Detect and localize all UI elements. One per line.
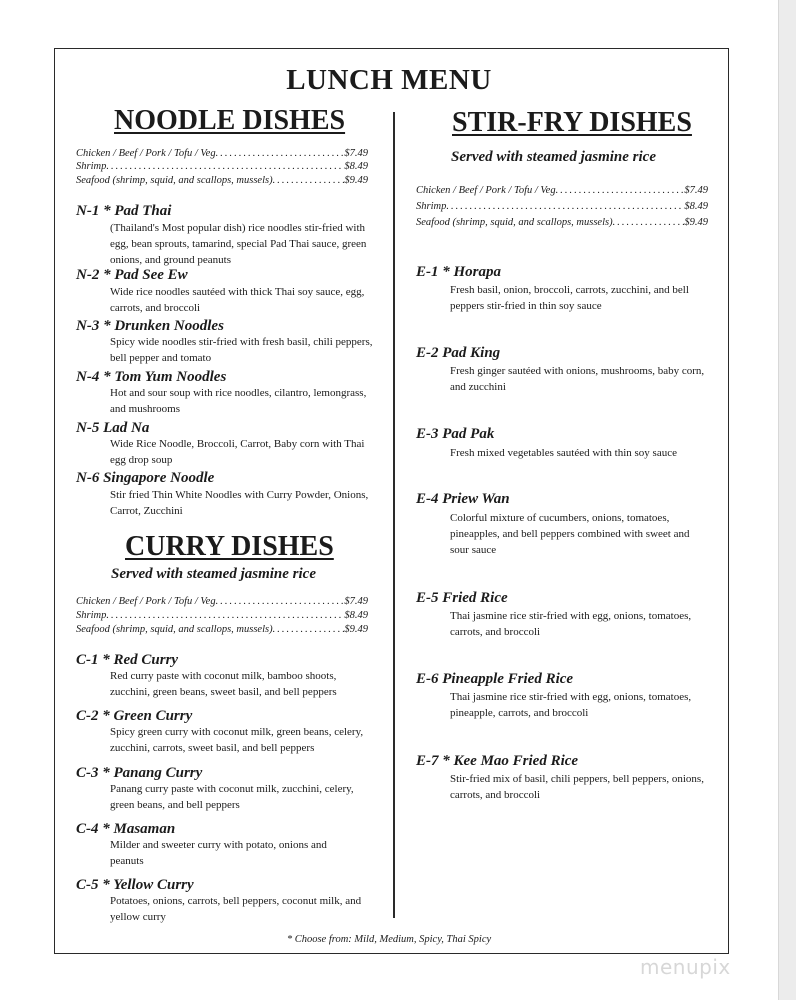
dish-name: N-5 Lad Na — [76, 420, 150, 436]
dish-description: Colorful mixture of cucumbers, onions, tomatoes, pineapples, and bell peppers combined with sweet and sour sauce — [450, 512, 690, 556]
dish-name: E-6 Pineapple Fried Rice — [416, 671, 574, 687]
dish-name: E-3 Pad Pak — [416, 426, 495, 442]
dish-description: Milder and sweeter curry with potato, onions and peanuts — [110, 839, 327, 867]
dish-name: N-4 * Tom Yum Noodles — [76, 369, 227, 385]
dish-description: (Thailand's Most popular dish) rice noodles stir-fried with egg, bean sprouts, tamarind, special Pad Thai sauce, green onions, and ground peanuts — [110, 222, 367, 266]
dish-description: Thai jasmine rice stir-fried with egg, onions, tomatoes, carrots, and broccoli — [450, 610, 692, 638]
dish-name: N-3 * Drunken Noodles — [76, 318, 224, 334]
price-value: $7.49 — [344, 148, 368, 159]
dish-name: N-1 * Pad Thai — [76, 203, 172, 219]
menupix-watermark: menupix — [640, 955, 731, 979]
dish-description: Thai jasmine rice stir-fried with egg, onions, tomatoes, pineapple, carrots, and broccoli — [450, 691, 692, 719]
dish-description: Spicy green curry with coconut milk, green beans, celery, zucchini, carrots, sweet basil, and bell peppers — [110, 726, 364, 754]
curry-heading: CURRY DISHES — [125, 531, 334, 562]
dish-name: E-5 Fried Rice — [416, 590, 508, 606]
noodle-price-row — [76, 148, 368, 159]
dish-name: N-2 * Pad See Ew — [76, 267, 188, 283]
price-value: $9.49 — [344, 624, 368, 635]
curry-price-row — [76, 596, 368, 607]
dish-description: Fresh ginger sautéed with onions, mushrooms, baby corn, and zucchini — [450, 365, 705, 393]
price-label: Shrimp — [76, 610, 107, 621]
dish-description: Red curry paste with coconut milk, bamboo shoots, zucchini, green beans, sweet basil, and bell peppers — [110, 670, 337, 698]
noodle-price-row — [76, 175, 368, 186]
curry-price-row — [76, 610, 368, 621]
price-label: Chicken / Beef / Pork / Tofu / Veg — [416, 185, 556, 196]
dish-name: C-1 * Red Curry — [76, 652, 179, 668]
price-label: Shrimp — [416, 201, 447, 212]
dish-name: C-5 * Yellow Curry — [76, 877, 194, 893]
price-label: Chicken / Beef / Pork / Tofu / Veg — [76, 148, 216, 159]
price-value: $9.49 — [344, 175, 368, 186]
noodle-price-row — [76, 161, 368, 172]
dish-name: C-2 * Green Curry — [76, 708, 193, 724]
dish-description: Stir-fried mix of basil, chili peppers, bell peppers, onions, carrots, and broccoli — [450, 773, 704, 801]
dish-name: C-4 * Masaman — [76, 821, 176, 837]
dish-name: E-7 * Kee Mao Fried Rice — [416, 753, 579, 769]
spice-level-note: * Choose from: Mild, Medium, Spicy, Thai Spicy — [286, 934, 492, 945]
price-label: Seafood (shrimp, squid, and scallops, mussels) — [76, 175, 273, 186]
dish-description: Hot and sour soup with rice noodles, cilantro, lemongrass, and mushrooms — [110, 387, 367, 415]
price-label: Shrimp — [76, 161, 107, 172]
price-value: $8.49 — [684, 201, 708, 212]
stirfry-price-row — [416, 201, 708, 212]
stirfry-price-row — [416, 185, 708, 196]
dish-description: Wide rice noodles sautéed with thick Thai soy sauce, egg, carrots, and broccoli — [110, 286, 365, 314]
price-label: Seafood (shrimp, squid, and scallops, mussels) — [416, 217, 613, 228]
curry-price-row — [76, 624, 368, 635]
stirfry-heading: STIR-FRY DISHES — [452, 107, 692, 138]
dish-name: E-4 Priew Wan — [416, 491, 510, 507]
price-value: $8.49 — [344, 161, 368, 172]
dish-name: E-2 Pad King — [416, 345, 501, 361]
price-value: $8.49 — [344, 610, 368, 621]
price-label: Seafood (shrimp, squid, and scallops, mussels) — [76, 624, 273, 635]
dish-description: Spicy wide noodles stir-fried with fresh basil, chili peppers, bell pepper and tomato — [110, 336, 373, 364]
price-value: $9.49 — [684, 217, 708, 228]
dish-description: Wide Rice Noodle, Broccoli, Carrot, Baby corn with Thai egg drop soup — [110, 438, 365, 466]
price-value: $7.49 — [344, 596, 368, 607]
dish-description: Panang curry paste with coconut milk, zucchini, celery, green beans, and bell peppers — [110, 783, 354, 811]
dish-name: N-6 Singapore Noodle — [76, 470, 215, 486]
menu-title: LUNCH MENU — [286, 64, 492, 96]
noodle-heading: NOODLE DISHES — [114, 105, 346, 136]
price-value: $7.49 — [684, 185, 708, 196]
curry-served-note: Served with steamed jasmine rice — [111, 566, 316, 582]
dish-description: Stir fried Thin White Noodles with Curry Powder, Onions, Carrot, Zucchini — [110, 489, 369, 517]
dish-name: C-3 * Panang Curry — [76, 765, 203, 781]
page-edge — [778, 0, 796, 1000]
dish-name: E-1 * Horapa — [416, 264, 502, 280]
dish-description: Fresh basil, onion, broccoli, carrots, zucchini, and bell peppers stir-fried in thin soy sauce — [450, 284, 689, 312]
dish-description: Potatoes, onions, carrots, bell peppers, coconut milk, and yellow curry — [110, 895, 362, 923]
column-divider — [393, 112, 395, 918]
price-label: Chicken / Beef / Pork / Tofu / Veg — [76, 596, 216, 607]
dish-description: Fresh mixed vegetables sautéed with thin soy sauce — [450, 447, 677, 459]
stirfry-served-note: Served with steamed jasmine rice — [451, 149, 656, 165]
stirfry-price-row — [416, 217, 708, 228]
